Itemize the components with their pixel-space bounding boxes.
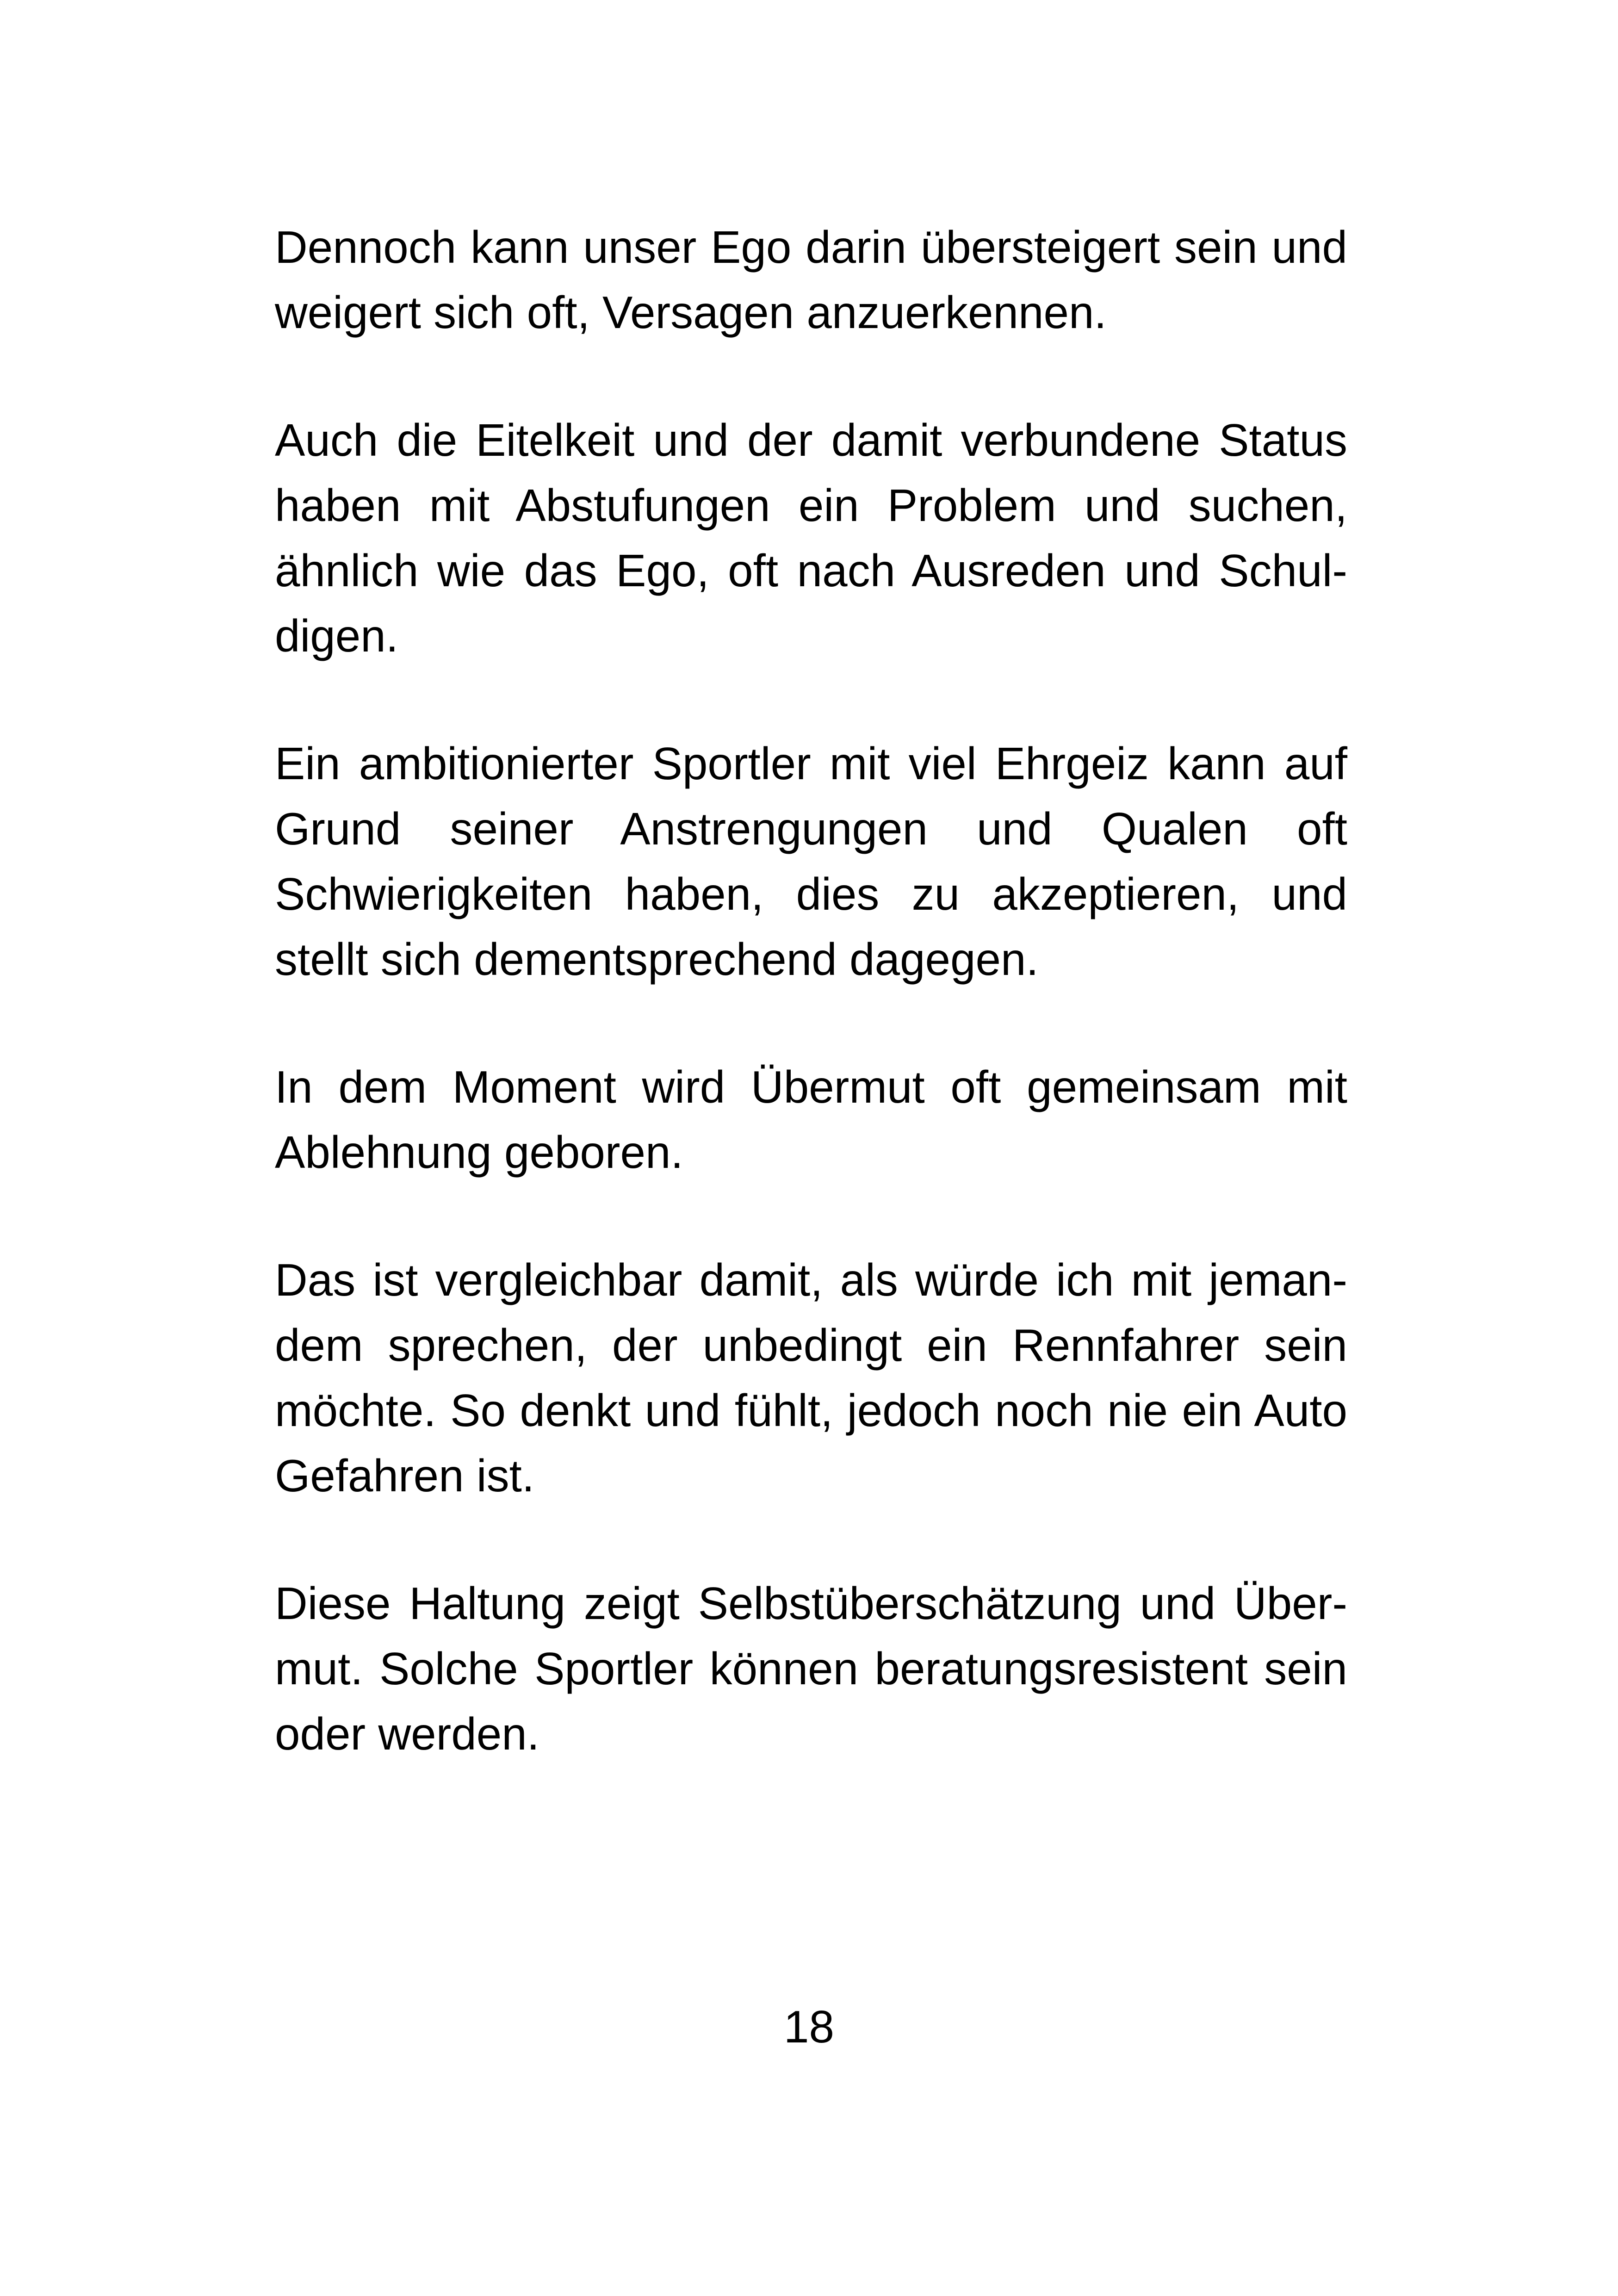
paragraph: Auch die Eitelkeit und der damit verbundene Status haben mit Abstufungen ein Problem und suchen, ähnlich wie das Ego, oft nach Ausreden und Schuldigen. xyxy=(275,415,1347,661)
paragraph: Diese Haltung zeigt Selbstüberschätzung und Übermut. Solche Sportler können beratungsresistent sein oder werden. xyxy=(275,1578,1347,1759)
paragraph: Ein ambitionierter Sportler mit viel Ehrgeiz kann auf Grund seiner Anstrengungen und Qualen oft Schwierigkeiten haben, dies zu akzeptieren, und stellt sich dementsprechend dagegen. xyxy=(275,738,1347,985)
paragraph: Das ist vergleichbar damit, als würde ich mit jemandem sprechen, der unbedingt ein Rennfahrer sein möchte. So denkt und fühlt, jedoch noch nie ein Auto Gefahren ist. xyxy=(275,1254,1347,1501)
page-body xyxy=(275,215,1347,1767)
paragraph: In dem Moment wird Übermut oft gemeinsam mit Ablehnung geboren. xyxy=(275,1061,1347,1178)
paragraph: Dennoch kann unser Ego darin übersteigert sein und weigert sich oft, Versagen anzuerkennen. xyxy=(275,222,1347,338)
page-number: 18 xyxy=(783,2001,834,2052)
